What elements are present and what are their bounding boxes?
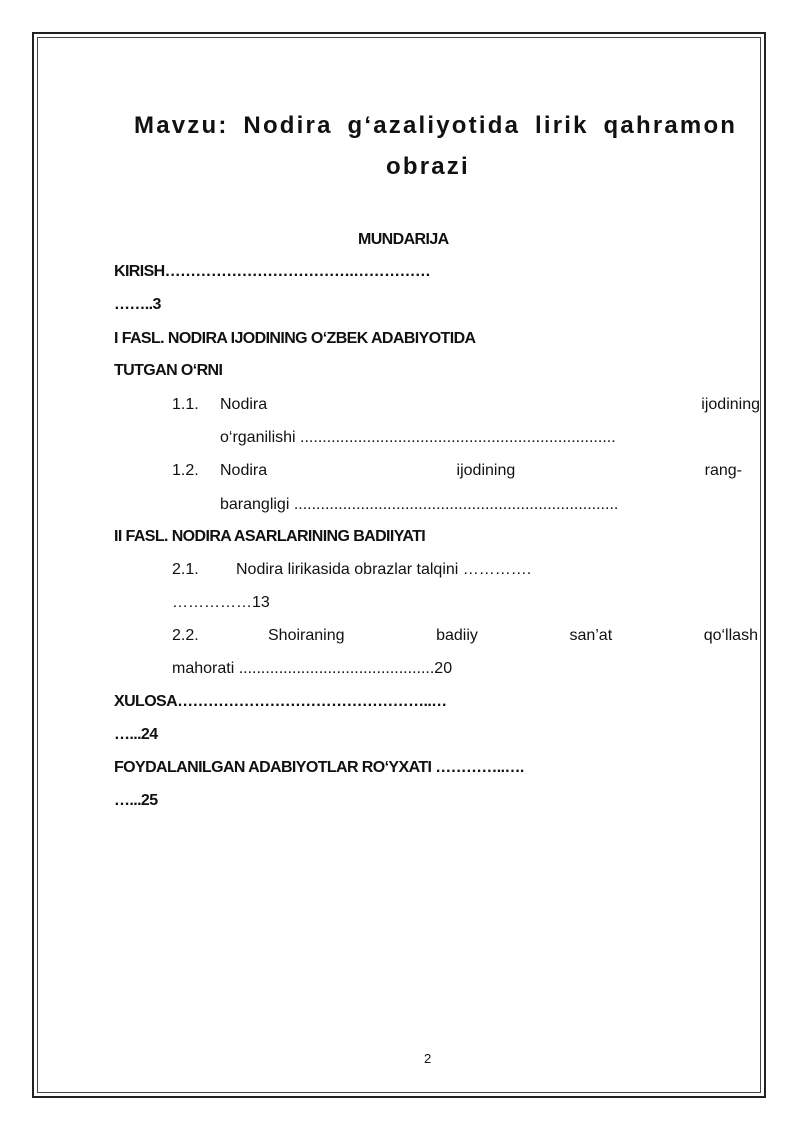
toc-s1-1-line1 xyxy=(220,396,760,414)
page-number: 2 xyxy=(424,1051,432,1066)
toc-s2-2-line1 xyxy=(268,627,758,645)
toc-xulosa-label: XULOSA…………………………………………..… xyxy=(114,693,447,710)
toc-s2-1-line2: ……………13 xyxy=(172,594,270,611)
toc-s2-2-word: qo‘llash xyxy=(703,627,758,644)
toc-s1-2-word: ijodining xyxy=(456,462,516,479)
title-line-1: Mavzu: Nodira g‘azaliyotida lirik qahramon xyxy=(134,112,738,139)
toc-s2-1-number: 2.1. xyxy=(172,561,199,578)
toc-s1-1-word: Nodira xyxy=(220,396,268,413)
toc-s2-2-word: badiiy xyxy=(436,627,478,644)
toc-references-label: FOYDALANILGAN ADABIYOTLAR RO‘YXATI …………..…. xyxy=(114,759,524,776)
toc-s2-2-number: 2.2. xyxy=(172,627,199,644)
toc-s1-2-word: Nodira xyxy=(220,462,268,479)
toc-s1-2-line1 xyxy=(220,462,742,480)
toc-s2-2-word: Shoiraning xyxy=(268,627,345,644)
toc-fasl1-line2: TUTGAN O‘RNI xyxy=(114,362,223,379)
toc-fasl1-line1: I FASL. NODIRA IJODINING O‘ZBEK ADABIYOTIDA xyxy=(114,330,476,347)
toc-s2-2-line2: mahorati ............................................20 xyxy=(172,660,453,677)
toc-s2-1-title: Nodira lirikasida obrazlar talqini …………. xyxy=(236,561,532,578)
toc-s1-2-number: 1.2. xyxy=(172,462,199,479)
toc-s1-2-line2: barangligi ......................................................................... xyxy=(220,496,619,513)
toc-kirish-label: KIRISH……………………………….…………… xyxy=(114,263,431,280)
toc-references-page: …...25 xyxy=(114,792,158,809)
toc-xulosa-page: …...24 xyxy=(114,726,158,743)
toc-fasl2-line1: II FASL. NODIRA ASARLARINING BADIIYATI xyxy=(114,528,426,545)
title-line-2: obrazi xyxy=(386,153,470,180)
toc-s1-2-word: rang- xyxy=(704,462,742,479)
toc-s1-1-line2: o‘rganilishi ....................................................................... xyxy=(220,429,616,446)
toc-s2-2-word: san’at xyxy=(569,627,613,644)
toc-s1-1-word: ijodining xyxy=(701,396,760,413)
toc-kirish-page: ……..3 xyxy=(114,296,161,313)
toc-s1-1-number: 1.1. xyxy=(172,396,199,413)
contents-heading: MUNDARIJA xyxy=(358,231,449,248)
